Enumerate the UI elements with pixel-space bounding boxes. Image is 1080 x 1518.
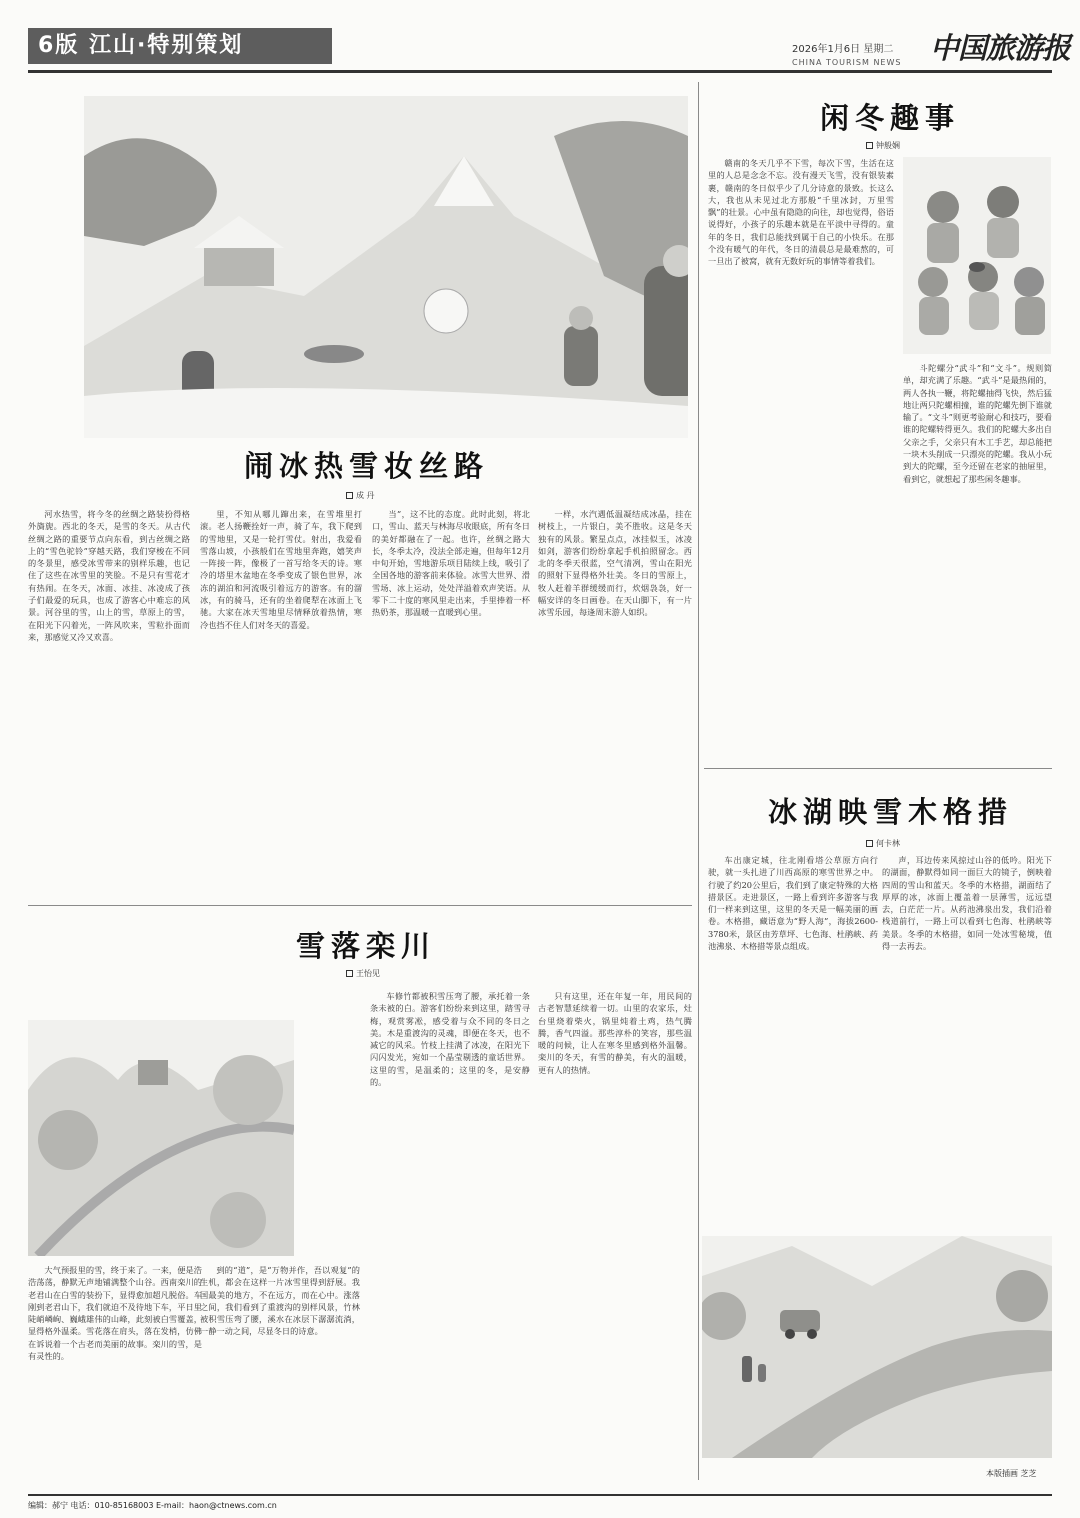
illustration-credit: 本版插画 芝芝 <box>986 1469 1037 1478</box>
column-divider <box>698 82 699 1480</box>
article-byline <box>866 140 900 151</box>
article-column <box>708 854 878 1230</box>
article-column <box>200 508 362 896</box>
snowy-mountain-path-illustration <box>28 1020 294 1256</box>
article-headline: 冰湖映雪木格措 <box>768 795 1014 829</box>
article-column <box>538 508 692 896</box>
article-byline <box>866 838 900 849</box>
article-column <box>200 1264 360 1486</box>
article-column <box>882 854 1052 1230</box>
byline-author: 王怡见 <box>356 969 380 978</box>
article-byline <box>346 490 375 501</box>
article-column <box>28 508 190 896</box>
article-paragraph: 斗陀螺分“武斗”和“文斗”。规则简单，却充满了乐趣。“武斗”是最热闹的，两人各执一鞭，将陀螺抽得飞快，然后猛地让两只陀螺相撞，谁的陀螺先倒下谁就输了。“文斗”则更考验耐心和技巧，要看谁的陀螺转得更久。我们的陀螺大多出自父亲之手，父亲只有木工手艺，却总能把一块木头削成一只漂亮的陀螺。我从小玩到大的陀螺，至今还留在老家的抽屉里，看到它，就想起了那些闲冬趣事。 <box>903 363 1052 484</box>
article-paragraph: 声，耳边传来风掠过山谷的低吟。阳光下的湖面，静默得如同一面巨大的镜子，倒映着四周的雪山和蓝天。冬季的木格措，湖面结了厚厚的冰，冰面上覆盖着一层薄雪，远远望去，白茫茫一片。从药池沸泉出发，我们沿着栈道前行，一路上可以看到七色海、杜鹃峡等美景。冬季的木格措，如同一处冰雪秘境，值得一去再去。 <box>882 855 1052 952</box>
article-paragraph: 车出康定城，往北刚看塔公草原方向行驶，就一头扎进了川西高原的寒雪世界之中。行驶了约20公里后，我们到了康定特殊的大格措景区。走进景区，一路上看到许多游客与我们一样来到这里，这里的冬天是一幅美丽的画卷。木格措，藏语意为“野人海”，海拔2600-3780米，景区由芳草坪、七色海、杜鹃峡、药池沸泉、木格措等景点组成。 <box>708 855 878 952</box>
children-playing-illustration <box>903 157 1051 354</box>
article-paragraph: 里，不知从哪儿蹿出来，在雪堆里打滚。老人扬鞭拴好一声，骑了车，我下爬到的雪地里，又是一轮打雪仗。射出，我爱看雪落山坡，小孩般们在雪地里奔跑，嬉笑声一阵接一阵，像极了一首写给冬天的诗。寒冷的塔里木盆地在冬季变成了银色世界，冰冻的湖泊和河流吸引着远方的游客。有的溜冰，有的骑马，还有的坐着爬犁在冰面上飞驰。大家在冰天雪地里尽情释放着热情，寒冷也挡不住人们对冬天的喜爱。 <box>200 509 362 630</box>
article-paragraph: 大气预报里的雪，终于来了。一来，便是浩浩荡荡，静默无声地铺满整个山谷。西南栾川的老君山在白雪的装扮下，显得愈加超凡脱俗。车刚到老君山下，我们就迫不及待地下车，平日里陡峭嶙峋、巍峨雄伟的山峰，此刻被白雪覆盖，显得格外温柔。雪花落在肩头，落在发梢，仿佛在诉说着一个古老而美丽的故事。栾川的雪，是有灵性的。 <box>28 1265 202 1362</box>
article-paragraph: 一样，水汽遇低温凝结成冰晶，挂在树枝上，一片银白，美不胜收。这是冬天独有的风景。繁星点点，冰挂似玉，冰凌如剑，游客们纷纷拿起手机拍照留念。西北的冬季天很蓝，空气清冽，雪山在阳光的照射下显得格外壮美。冬日的雪原上，牧人赶着羊群缓缓而行，炊烟袅袅，好一幅安详的冬日画卷。在天山脚下，有一片冰雪乐园，每逢周末游人如织。 <box>538 509 692 618</box>
article-byline <box>346 968 380 979</box>
byline-author: 钟般娴 <box>876 141 900 150</box>
byline-box-icon <box>346 492 353 499</box>
snow-village-illustration <box>84 96 688 438</box>
byline-box-icon <box>866 142 873 149</box>
article-column <box>903 362 1052 757</box>
winter-road-illustration <box>702 1236 1052 1458</box>
editor-footer: 编辑：郝宁 电话：010-85168003 E-mail：haon@ctnews.com.cn <box>28 1494 1052 1511</box>
issue-date-text: 2026年1月6日 星期二 <box>792 44 894 55</box>
newspaper-logo: 中国旅游报 <box>930 31 1071 65</box>
byline-author: 成 丹 <box>356 491 375 500</box>
section-divider-right <box>704 768 1052 769</box>
article-headline: 闹冰热雪妆丝路 <box>244 449 490 483</box>
masthead-rule <box>28 70 1052 73</box>
article-column <box>708 157 894 757</box>
article-paragraph: 当”，这不比的态度。此时此刻，将北口，雪山、蓝天与林海尽收眼底，所有冬日的美好都融在了一起。也许，丝绸之路大长，冬季太冷，没法全部走遍，但每年12月中旬开始，雪地游乐项目陆续上线，吸引了全国各地的游客前来体验。冰雪大世界、滑雪场、冰上运动，处处洋溢着欢声笑语。从零下二十度的寒风里走出来，手里捧着一杯热奶茶，那温暖一直暖到心里。 <box>372 509 530 618</box>
article-headline: 闲冬趣事 <box>820 101 961 135</box>
article-column <box>370 990 530 1486</box>
article-paragraph: 车修竹都被积雪压弯了腰，承托着一条条未被的白。游客们纷纷来到这里，踏雪寻梅，观赏雾凇，感受着与众不同的冬日之美。木是重渡沟的灵魂，即便在冬天，也不减它的风采。竹枝上挂满了冰凌，在阳光下闪闪发光，宛如一个晶莹剔透的童话世界。这里的雪，是温柔的；这里的冬，是安静的。 <box>370 991 530 1088</box>
article-paragraph: 赣南的冬天几乎不下雪，每次下雪，生活在这里的人总是念念不忘。没有漫天飞雪，没有银装素裹，赣南的冬日似乎少了几分诗意的景致。长这么大，我也从未见过北方那般“千里冰封，万里雪飘”的壮景。心中虽有隐隐的向往，却也觉得，俗语说得好，小孩子的乐趣本就是在平淡中寻得的。童年的冬日，我们总能找到属于自己的小快乐。在那个没有暖气的年代，冬日的清晨总是最难熬的，可一旦出了被窝，就有无数好玩的事情等着我们。 <box>708 158 894 267</box>
article-column <box>372 508 530 896</box>
section-divider <box>28 905 692 906</box>
article-headline: 雪落栾川 <box>296 929 437 963</box>
article-paragraph: 只有这里，还在年复一年，用民间的古老智慧延续着一切。山里的农家乐，灶台里烧着柴火，锅里炖着土鸡，热气腾腾，香气四溢。那些淳朴的笑容，那些温暖的问候，让人在寒冬里感到格外温馨。栾川的冬天，有雪的静美，有火的温暖，更有人的热情。 <box>538 991 692 1075</box>
article-column <box>538 990 692 1486</box>
section-label: 6版 江山·特别策划 <box>28 28 332 64</box>
article-column <box>28 1264 202 1486</box>
article-paragraph: 到的“道”，是“万物并作，吾以观复”的生机，都会在这样一片冰雪里得到舒展。我国最美的地方，不在远方，而在心中。涨落之间，我们看到了重渡沟的别样风景，竹林被积雪压弯了腰，溪水在冰层下潺潺流淌，一静一动之间，尽显冬日的诗意。 <box>200 1265 360 1337</box>
byline-box-icon <box>866 840 873 847</box>
issue-date <box>792 40 901 67</box>
article-paragraph: 河水热雪，将今冬的丝绸之路装扮得格外旖旎。西北的冬天，是雪的冬天。从古代丝绸之路的重要节点向东看，到古丝绸之路上的“雪色驼铃”穿越天路，我们穿梭在不同的冬景里，感受冰雪带来的别样乐趣，也记住了这些在冰雪里的笑脸。不是只有雪花才有热闹。在冬天，冰面、冰挂、冰凌成了孩子们最爱的玩具，也成了游客心中难忘的风景。河谷里的雪，山上的雪，草原上的雪，在阳光下闪着光，一阵风吹来，雪粒扑面而来，那感觉又冷又欢喜。 <box>28 509 190 642</box>
byline-author: 何卡林 <box>876 839 900 848</box>
paper-name-english: CHINA TOURISM NEWS <box>792 58 902 67</box>
byline-box-icon <box>346 970 353 977</box>
